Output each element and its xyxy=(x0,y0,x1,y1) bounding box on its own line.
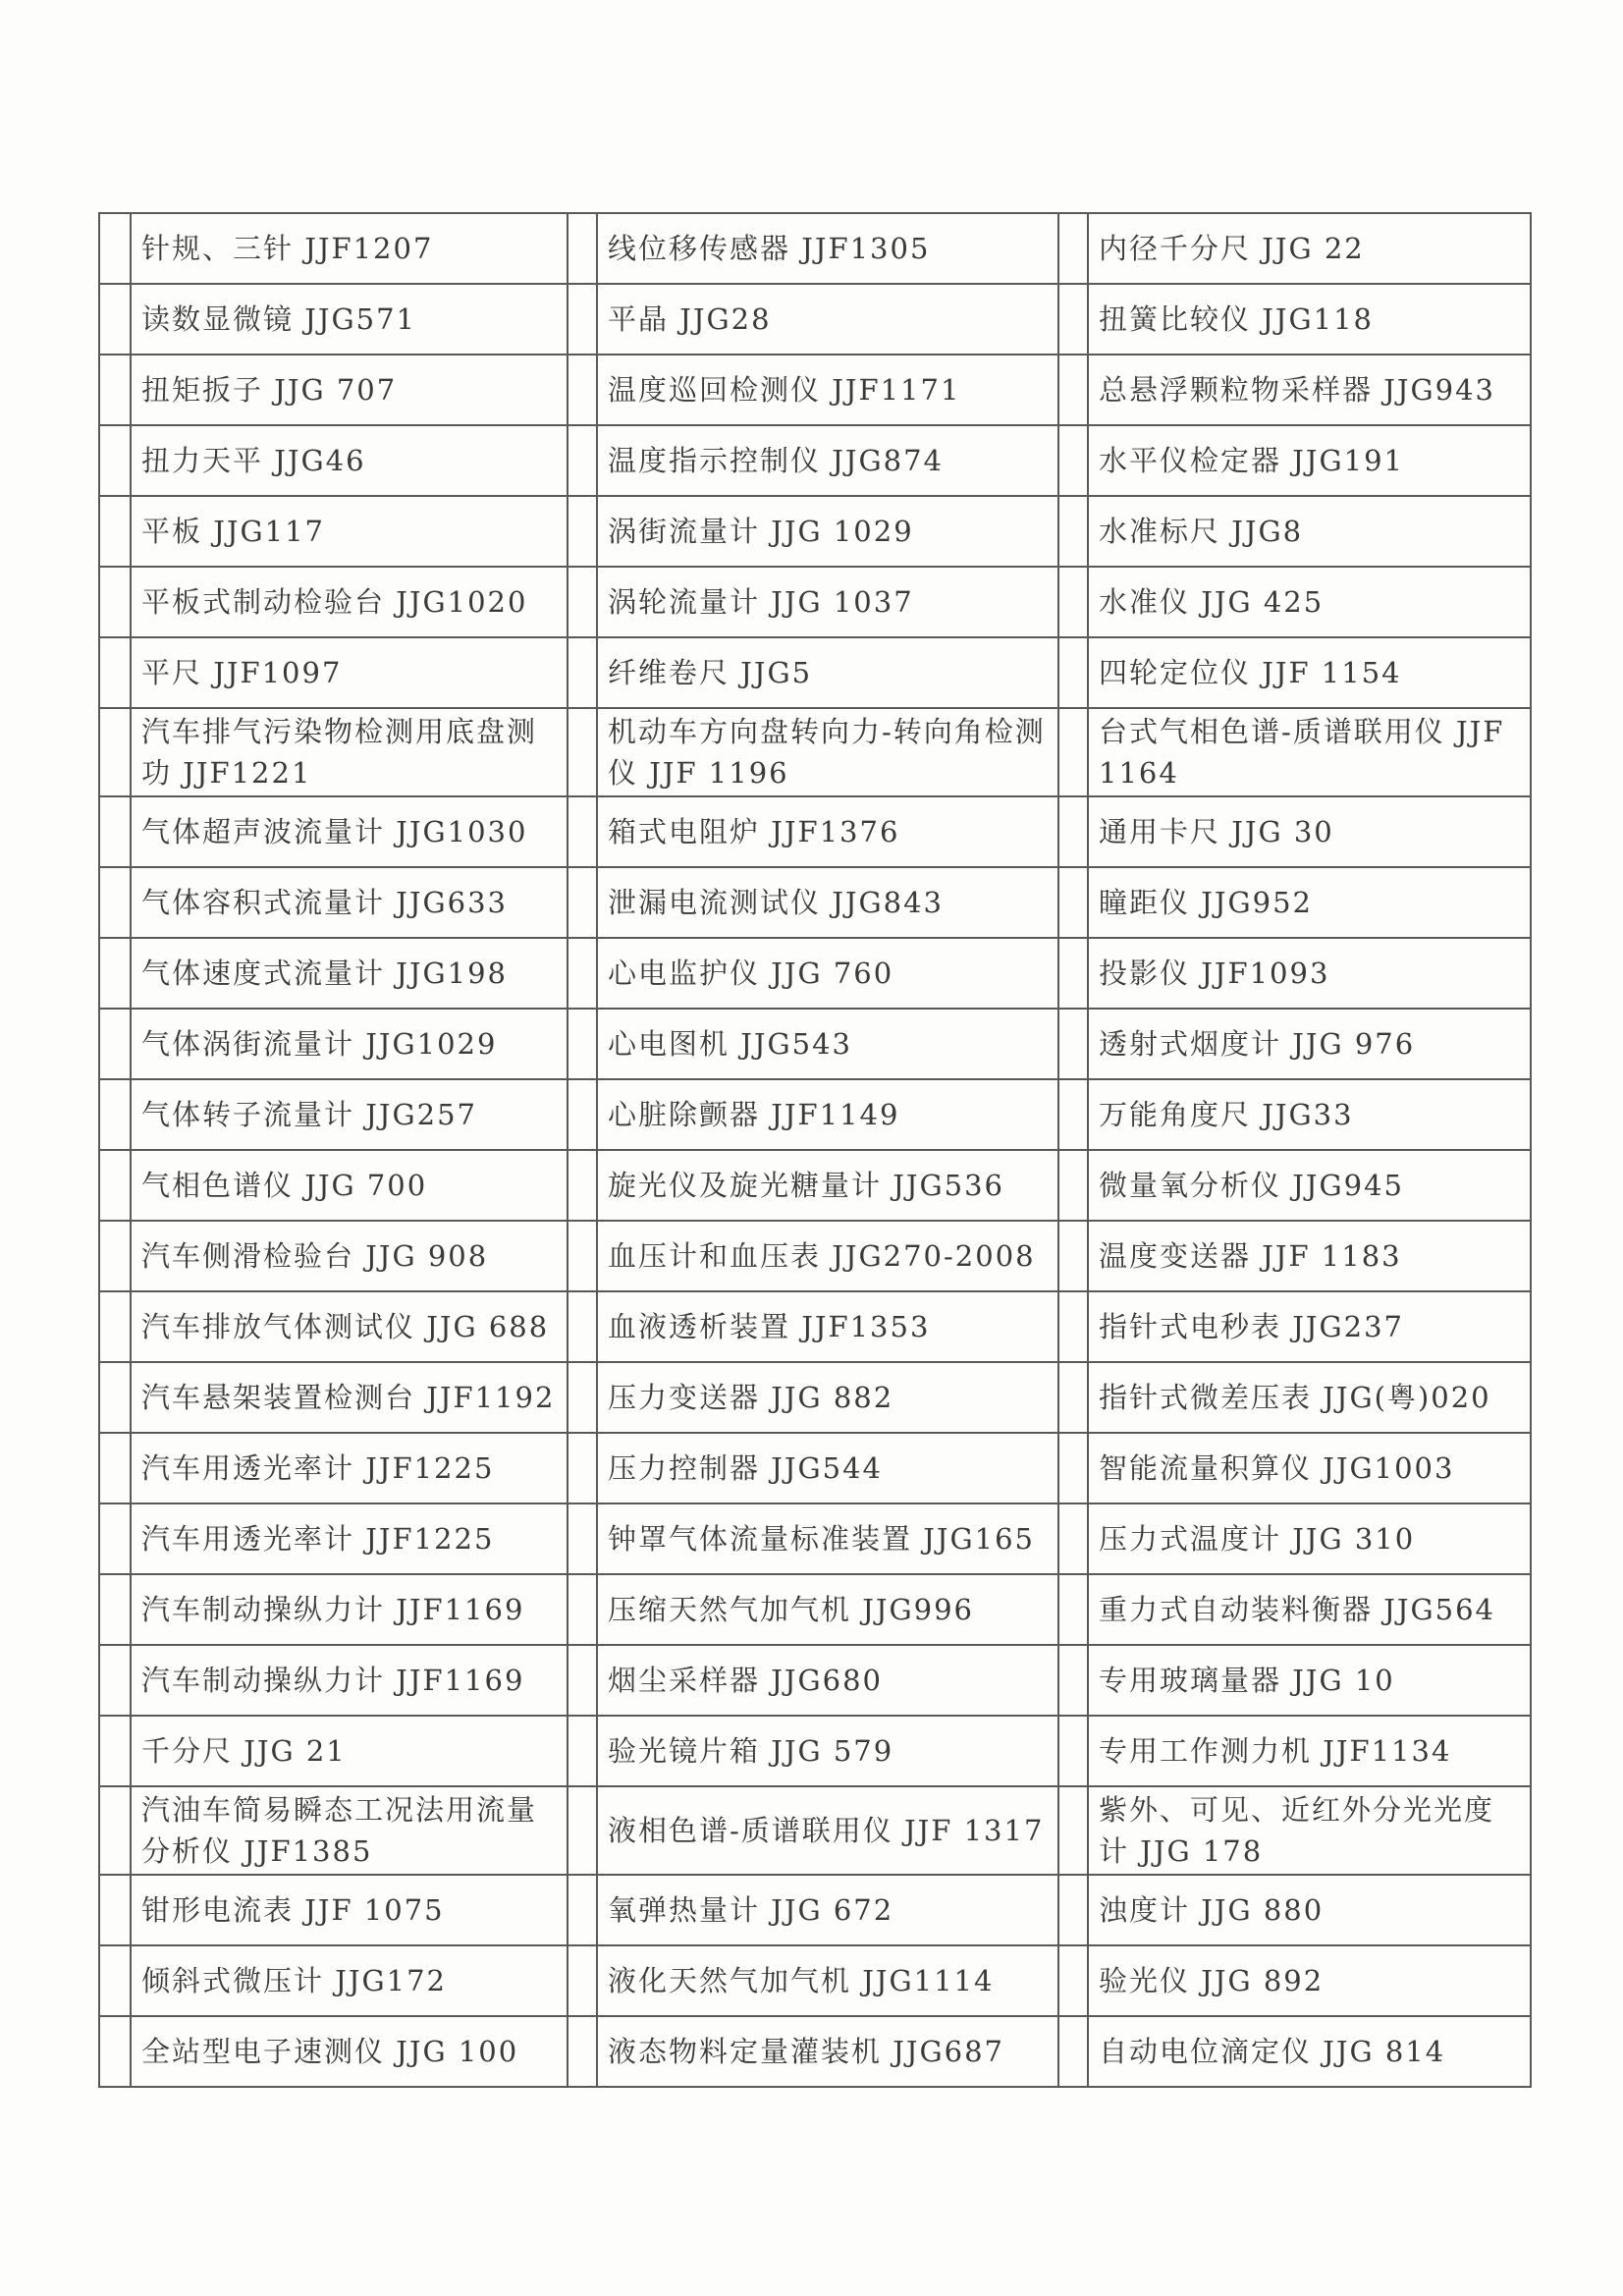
index-cell xyxy=(99,1574,131,1645)
index-cell xyxy=(99,1291,131,1362)
spacer-cell xyxy=(568,637,597,708)
index-cell xyxy=(99,1503,131,1574)
instrument-cell: 心电监护仪 JJG 760 xyxy=(597,938,1058,1009)
instrument-table xyxy=(98,212,1532,2088)
spacer-cell xyxy=(1058,567,1088,637)
index-cell xyxy=(99,867,131,938)
spacer-cell xyxy=(1058,1433,1088,1503)
index-cell xyxy=(99,213,131,284)
spacer-cell xyxy=(568,355,597,425)
index-cell xyxy=(99,1221,131,1291)
instrument-cell: 涡街流量计 JJG 1029 xyxy=(597,496,1058,567)
spacer-cell xyxy=(568,796,597,867)
table-row xyxy=(99,2016,1531,2087)
instrument-cell: 压力式温度计 JJG 310 xyxy=(1088,1503,1531,1574)
table-row xyxy=(99,1362,1531,1433)
instrument-cell: 液态物料定量灌装机 JJG687 xyxy=(597,2016,1058,2087)
table-row xyxy=(99,637,1531,708)
spacer-cell xyxy=(1058,2016,1088,2087)
instrument-cell: 泄漏电流测试仪 JJG843 xyxy=(597,867,1058,938)
instrument-cell: 涡轮流量计 JJG 1037 xyxy=(597,567,1058,637)
index-cell xyxy=(99,1786,131,1875)
spacer-cell xyxy=(568,1291,597,1362)
spacer-cell xyxy=(568,1645,597,1716)
instrument-cell: 水平仪检定器 JJG191 xyxy=(1088,425,1531,496)
instrument-cell: 温度指示控制仪 JJG874 xyxy=(597,425,1058,496)
spacer-cell xyxy=(1058,1716,1088,1786)
spacer-cell xyxy=(1058,1079,1088,1150)
instrument-cell: 平板 JJG117 xyxy=(131,496,568,567)
instrument-cell: 血液透析装置 JJF1353 xyxy=(597,1291,1058,1362)
index-cell xyxy=(99,567,131,637)
table-row xyxy=(99,1079,1531,1150)
instrument-cell: 温度巡回检测仪 JJF1171 xyxy=(597,355,1058,425)
table-row xyxy=(99,1574,1531,1645)
instrument-cell: 纤维卷尺 JJG5 xyxy=(597,637,1058,708)
spacer-cell xyxy=(568,1574,597,1645)
spacer-cell xyxy=(1058,1362,1088,1433)
spacer-cell xyxy=(568,1150,597,1221)
index-cell xyxy=(99,708,131,796)
spacer-cell xyxy=(568,867,597,938)
instrument-cell: 验光镜片箱 JJG 579 xyxy=(597,1716,1058,1786)
instrument-cell: 台式气相色谱-质谱联用仪 JJF1164 xyxy=(1088,708,1531,796)
spacer-cell xyxy=(568,1875,597,1945)
spacer-cell xyxy=(568,425,597,496)
index-cell xyxy=(99,637,131,708)
instrument-cell: 指针式微差压表 JJG(粤)020 xyxy=(1088,1362,1531,1433)
instrument-cell: 气体涡街流量计 JJG1029 xyxy=(131,1009,568,1079)
instrument-cell: 倾斜式微压计 JJG172 xyxy=(131,1945,568,2016)
instrument-cell: 汽车排气污染物检测用底盘测功 JJF1221 xyxy=(131,708,568,796)
table-row xyxy=(99,213,1531,284)
index-cell xyxy=(99,1362,131,1433)
spacer-cell xyxy=(568,1221,597,1291)
table-row xyxy=(99,1433,1531,1503)
instrument-cell: 汽车悬架装置检测台 JJF1192 xyxy=(131,1362,568,1433)
spacer-cell xyxy=(1058,1945,1088,2016)
index-cell xyxy=(99,496,131,567)
instrument-cell: 水准标尺 JJG8 xyxy=(1088,496,1531,567)
spacer-cell xyxy=(1058,425,1088,496)
spacer-cell xyxy=(1058,496,1088,567)
index-cell xyxy=(99,1150,131,1221)
instrument-cell: 扭矩扳子 JJG 707 xyxy=(131,355,568,425)
instrument-cell: 气体容积式流量计 JJG633 xyxy=(131,867,568,938)
spacer-cell xyxy=(568,1009,597,1079)
table-row xyxy=(99,1875,1531,1945)
spacer-cell xyxy=(1058,796,1088,867)
instrument-cell: 线位移传感器 JJF1305 xyxy=(597,213,1058,284)
instrument-cell: 透射式烟度计 JJG 976 xyxy=(1088,1009,1531,1079)
table-row xyxy=(99,867,1531,938)
spacer-cell xyxy=(1058,1503,1088,1574)
instrument-cell: 汽车排放气体测试仪 JJG 688 xyxy=(131,1291,568,1362)
spacer-cell xyxy=(568,938,597,1009)
spacer-cell xyxy=(568,496,597,567)
spacer-cell xyxy=(1058,1009,1088,1079)
instrument-cell: 万能角度尺 JJG33 xyxy=(1088,1079,1531,1150)
spacer-cell xyxy=(568,1433,597,1503)
spacer-cell xyxy=(568,213,597,284)
index-cell xyxy=(99,938,131,1009)
table-row xyxy=(99,938,1531,1009)
spacer-cell xyxy=(1058,1574,1088,1645)
instrument-cell: 压力控制器 JJG544 xyxy=(597,1433,1058,1503)
table-row xyxy=(99,355,1531,425)
spacer-cell xyxy=(568,1786,597,1875)
instrument-cell: 专用工作测力机 JJF1134 xyxy=(1088,1716,1531,1786)
spacer-cell xyxy=(568,284,597,355)
table-row xyxy=(99,1291,1531,1362)
instrument-cell: 汽油车简易瞬态工况法用流量分析仪 JJF1385 xyxy=(131,1786,568,1875)
instrument-cell: 自动电位滴定仪 JJG 814 xyxy=(1088,2016,1531,2087)
table-row xyxy=(99,1945,1531,2016)
instrument-cell: 总悬浮颗粒物采样器 JJG943 xyxy=(1088,355,1531,425)
instrument-cell: 平尺 JJF1097 xyxy=(131,637,568,708)
table-row xyxy=(99,796,1531,867)
index-cell xyxy=(99,1875,131,1945)
instrument-cell: 汽车侧滑检验台 JJG 908 xyxy=(131,1221,568,1291)
instrument-cell: 验光仪 JJG 892 xyxy=(1088,1945,1531,2016)
instrument-cell: 压缩天然气加气机 JJG996 xyxy=(597,1574,1058,1645)
instrument-cell: 氧弹热量计 JJG 672 xyxy=(597,1875,1058,1945)
spacer-cell xyxy=(1058,1875,1088,1945)
instrument-cell: 微量氧分析仪 JJG945 xyxy=(1088,1150,1531,1221)
instrument-cell: 气体超声波流量计 JJG1030 xyxy=(131,796,568,867)
spacer-cell xyxy=(1058,355,1088,425)
spacer-cell xyxy=(568,708,597,796)
instrument-cell: 汽车用透光率计 JJF1225 xyxy=(131,1433,568,1503)
spacer-cell xyxy=(1058,1221,1088,1291)
instrument-cell: 汽车用透光率计 JJF1225 xyxy=(131,1503,568,1574)
instrument-cell: 重力式自动装料衡器 JJG564 xyxy=(1088,1574,1531,1645)
spacer-cell xyxy=(568,2016,597,2087)
instrument-cell: 旋光仪及旋光糖量计 JJG536 xyxy=(597,1150,1058,1221)
index-cell xyxy=(99,2016,131,2087)
instrument-cell: 箱式电阻炉 JJF1376 xyxy=(597,796,1058,867)
index-cell xyxy=(99,355,131,425)
index-cell xyxy=(99,1009,131,1079)
spacer-cell xyxy=(1058,637,1088,708)
instrument-cell: 内径千分尺 JJG 22 xyxy=(1088,213,1531,284)
table-row xyxy=(99,1786,1531,1875)
table-row xyxy=(99,496,1531,567)
spacer-cell xyxy=(1058,1645,1088,1716)
instrument-cell: 浊度计 JJG 880 xyxy=(1088,1875,1531,1945)
table-body xyxy=(99,213,1531,2087)
table-row xyxy=(99,1009,1531,1079)
instrument-cell: 水准仪 JJG 425 xyxy=(1088,567,1531,637)
table-row xyxy=(99,1221,1531,1291)
table-row xyxy=(99,1716,1531,1786)
index-cell xyxy=(99,425,131,496)
spacer-cell xyxy=(568,1362,597,1433)
instrument-cell: 千分尺 JJG 21 xyxy=(131,1716,568,1786)
index-cell xyxy=(99,1433,131,1503)
spacer-cell xyxy=(1058,213,1088,284)
instrument-cell: 钟罩气体流量标准装置 JJG165 xyxy=(597,1503,1058,1574)
instrument-cell: 投影仪 JJF1093 xyxy=(1088,938,1531,1009)
table-row xyxy=(99,567,1531,637)
instrument-cell: 紫外、可见、近红外分光光度计 JJG 178 xyxy=(1088,1786,1531,1875)
instrument-cell: 血压计和血压表 JJG270-2008 xyxy=(597,1221,1058,1291)
spacer-cell xyxy=(1058,867,1088,938)
instrument-cell: 机动车方向盘转向力-转向角检测仪 JJF 1196 xyxy=(597,708,1058,796)
table-row xyxy=(99,425,1531,496)
spacer-cell xyxy=(568,1079,597,1150)
index-cell xyxy=(99,1716,131,1786)
instrument-cell: 心电图机 JJG543 xyxy=(597,1009,1058,1079)
instrument-cell: 气相色谱仪 JJG 700 xyxy=(131,1150,568,1221)
spacer-cell xyxy=(568,1716,597,1786)
instrument-cell: 全站型电子速测仪 JJG 100 xyxy=(131,2016,568,2087)
instrument-cell: 平晶 JJG28 xyxy=(597,284,1058,355)
instrument-cell: 温度变送器 JJF 1183 xyxy=(1088,1221,1531,1291)
instrument-cell: 钳形电流表 JJF 1075 xyxy=(131,1875,568,1945)
instrument-cell: 指针式电秒表 JJG237 xyxy=(1088,1291,1531,1362)
spacer-cell xyxy=(1058,284,1088,355)
instrument-cell: 智能流量积算仪 JJG1003 xyxy=(1088,1433,1531,1503)
instrument-cell: 烟尘采样器 JJG680 xyxy=(597,1645,1058,1716)
instrument-cell: 液化天然气加气机 JJG1114 xyxy=(597,1945,1058,2016)
table-row xyxy=(99,284,1531,355)
spacer-cell xyxy=(1058,708,1088,796)
instrument-cell: 专用玻璃量器 JJG 10 xyxy=(1088,1645,1531,1716)
table-row xyxy=(99,708,1531,796)
index-cell xyxy=(99,284,131,355)
instrument-cell: 四轮定位仪 JJF 1154 xyxy=(1088,637,1531,708)
instrument-cell: 压力变送器 JJG 882 xyxy=(597,1362,1058,1433)
instrument-cell: 读数显微镜 JJG571 xyxy=(131,284,568,355)
instrument-cell: 扭簧比较仪 JJG118 xyxy=(1088,284,1531,355)
table-row xyxy=(99,1150,1531,1221)
instrument-cell: 扭力天平 JJG46 xyxy=(131,425,568,496)
index-cell xyxy=(99,1079,131,1150)
instrument-cell: 心脏除颤器 JJF1149 xyxy=(597,1079,1058,1150)
index-cell xyxy=(99,1945,131,2016)
instrument-cell: 通用卡尺 JJG 30 xyxy=(1088,796,1531,867)
instrument-cell: 平板式制动检验台 JJG1020 xyxy=(131,567,568,637)
spacer-cell xyxy=(1058,1291,1088,1362)
instrument-cell: 针规、三针 JJF1207 xyxy=(131,213,568,284)
spacer-cell xyxy=(1058,938,1088,1009)
spacer-cell xyxy=(1058,1150,1088,1221)
table-row xyxy=(99,1645,1531,1716)
instrument-cell: 气体速度式流量计 JJG198 xyxy=(131,938,568,1009)
instrument-cell: 气体转子流量计 JJG257 xyxy=(131,1079,568,1150)
index-cell xyxy=(99,1645,131,1716)
instrument-cell: 汽车制动操纵力计 JJF1169 xyxy=(131,1574,568,1645)
table-row xyxy=(99,1503,1531,1574)
instrument-cell: 瞳距仪 JJG952 xyxy=(1088,867,1531,938)
instrument-cell: 汽车制动操纵力计 JJF1169 xyxy=(131,1645,568,1716)
spacer-cell xyxy=(568,1945,597,2016)
spacer-cell xyxy=(568,567,597,637)
spacer-cell xyxy=(1058,1786,1088,1875)
spacer-cell xyxy=(568,1503,597,1574)
index-cell xyxy=(99,796,131,867)
instrument-cell: 液相色谱-质谱联用仪 JJF 1317 xyxy=(597,1786,1058,1875)
